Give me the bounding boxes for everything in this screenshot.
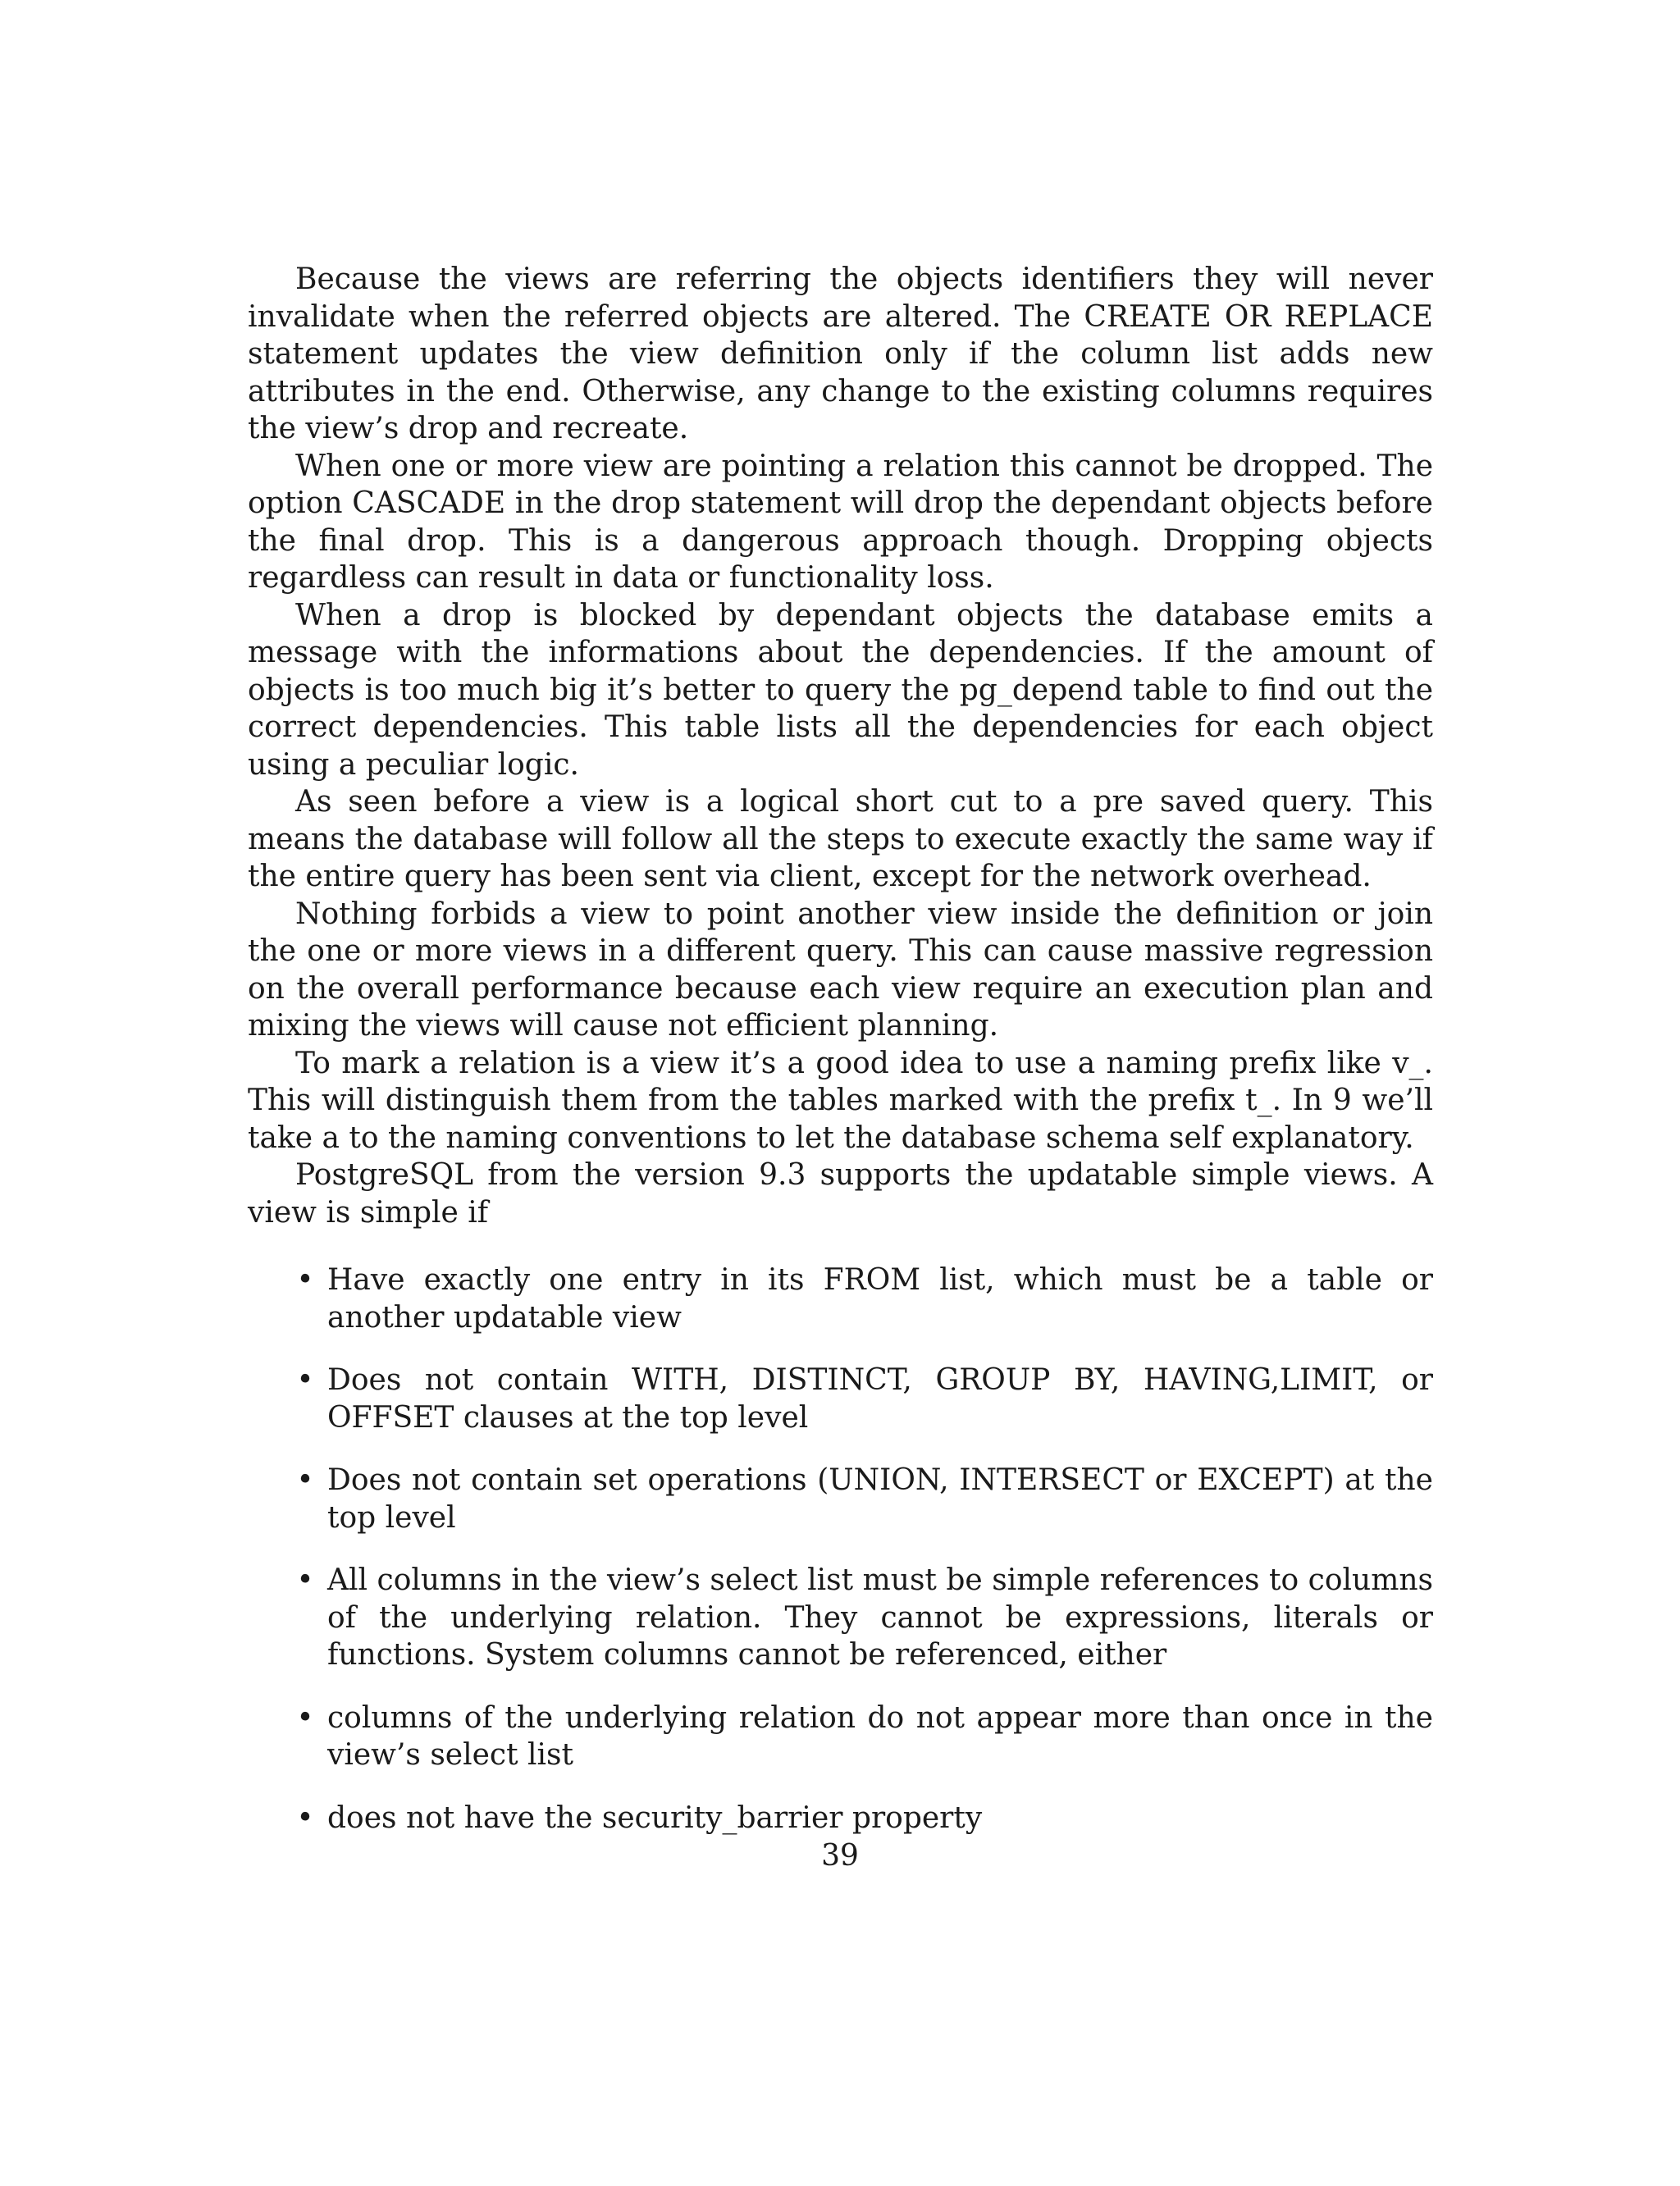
bullet-icon: • — [296, 1563, 314, 1597]
paragraph-cascade-drop: When one or more view are pointing a relation this cannot be dropped. The option CASCADE in the drop statement will drop the dependant objects before the final drop. This is a dangerous approach though. Dropping objects regardless can result in data or functionality loss. — [248, 449, 1433, 595]
bullet-icon: • — [296, 1363, 314, 1397]
paragraph-updatable-views: PostgreSQL from the version 9.3 supports the updatable simple views. A view is simple if — [248, 1158, 1433, 1230]
list-item — [248, 1462, 1433, 1536]
paragraph-naming-prefix: To mark a relation is a view it’s a good idea to use a naming prefix like v_. This will distinguish them from the tables marked with the prefix t_. In 9 we’ll take a to the naming conventions to let the database schema self explanatory. — [248, 1046, 1433, 1155]
list-item-text: All columns in the view’s select list must be simple references to columns of the underlying relation. They cannot be expressions, literals or functions. System columns cannot be referenced, either — [327, 1563, 1433, 1672]
list-item-text: Does not contain set operations (UNION, INTERSECT or EXCEPT) at the top level — [327, 1463, 1433, 1535]
list-item — [248, 1800, 1433, 1837]
list-item — [248, 1262, 1433, 1336]
simple-view-conditions-list — [248, 1262, 1433, 1837]
paragraph-dependencies: When a drop is blocked by dependant objects the database emits a message with the informations about the dependencies. If the amount of objects is too much big it’s better to query the pg_depend table to find out the correct dependencies. This table lists all the dependencies for each object using a peculiar logic. — [248, 598, 1433, 782]
list-item — [248, 1700, 1433, 1774]
list-item-text: columns of the underlying relation do not appear more than once in the view’s select list — [327, 1700, 1433, 1772]
bullet-icon: • — [296, 1463, 314, 1497]
page-body — [248, 261, 1433, 1862]
list-item-text: does not have the security_barrier property — [327, 1800, 983, 1835]
paragraph-view-invalidation: Because the views are referring the objects identifiers they will never invalidate when the referred objects are altered. The CREATE OR REPLACE statement updates the view definition only if the column list adds new attributes in the end. Otherwise, any change to the existing columns requires the view’s drop and recreate. — [248, 262, 1433, 445]
paragraph-logical-shortcut: As seen before a view is a logical short cut to a pre saved query. This means the database will follow all the steps to execute exactly the same way if the entire query has been sent via client, except for the network overhead. — [248, 785, 1433, 893]
bullet-icon: • — [296, 1263, 314, 1297]
page-number: 39 — [821, 1839, 859, 1873]
bullet-icon: • — [296, 1700, 314, 1735]
list-item-text: Have exactly one entry in its FROM list, which must be a table or another updatable view — [327, 1263, 1433, 1335]
list-item-text: Does not contain WITH, DISTINCT, GROUP BY, HAVING,LIMIT, or OFFSET clauses at the top level — [327, 1363, 1433, 1435]
bullet-icon: • — [296, 1800, 314, 1835]
list-item — [248, 1362, 1433, 1436]
paragraph-nested-views: Nothing forbids a view to point another view inside the definition or join the one or more views in a different query. This can cause massive regression on the overall performance because each view require an execution plan and mixing the views will cause not efficient planning. — [248, 897, 1433, 1043]
list-item — [248, 1562, 1433, 1674]
